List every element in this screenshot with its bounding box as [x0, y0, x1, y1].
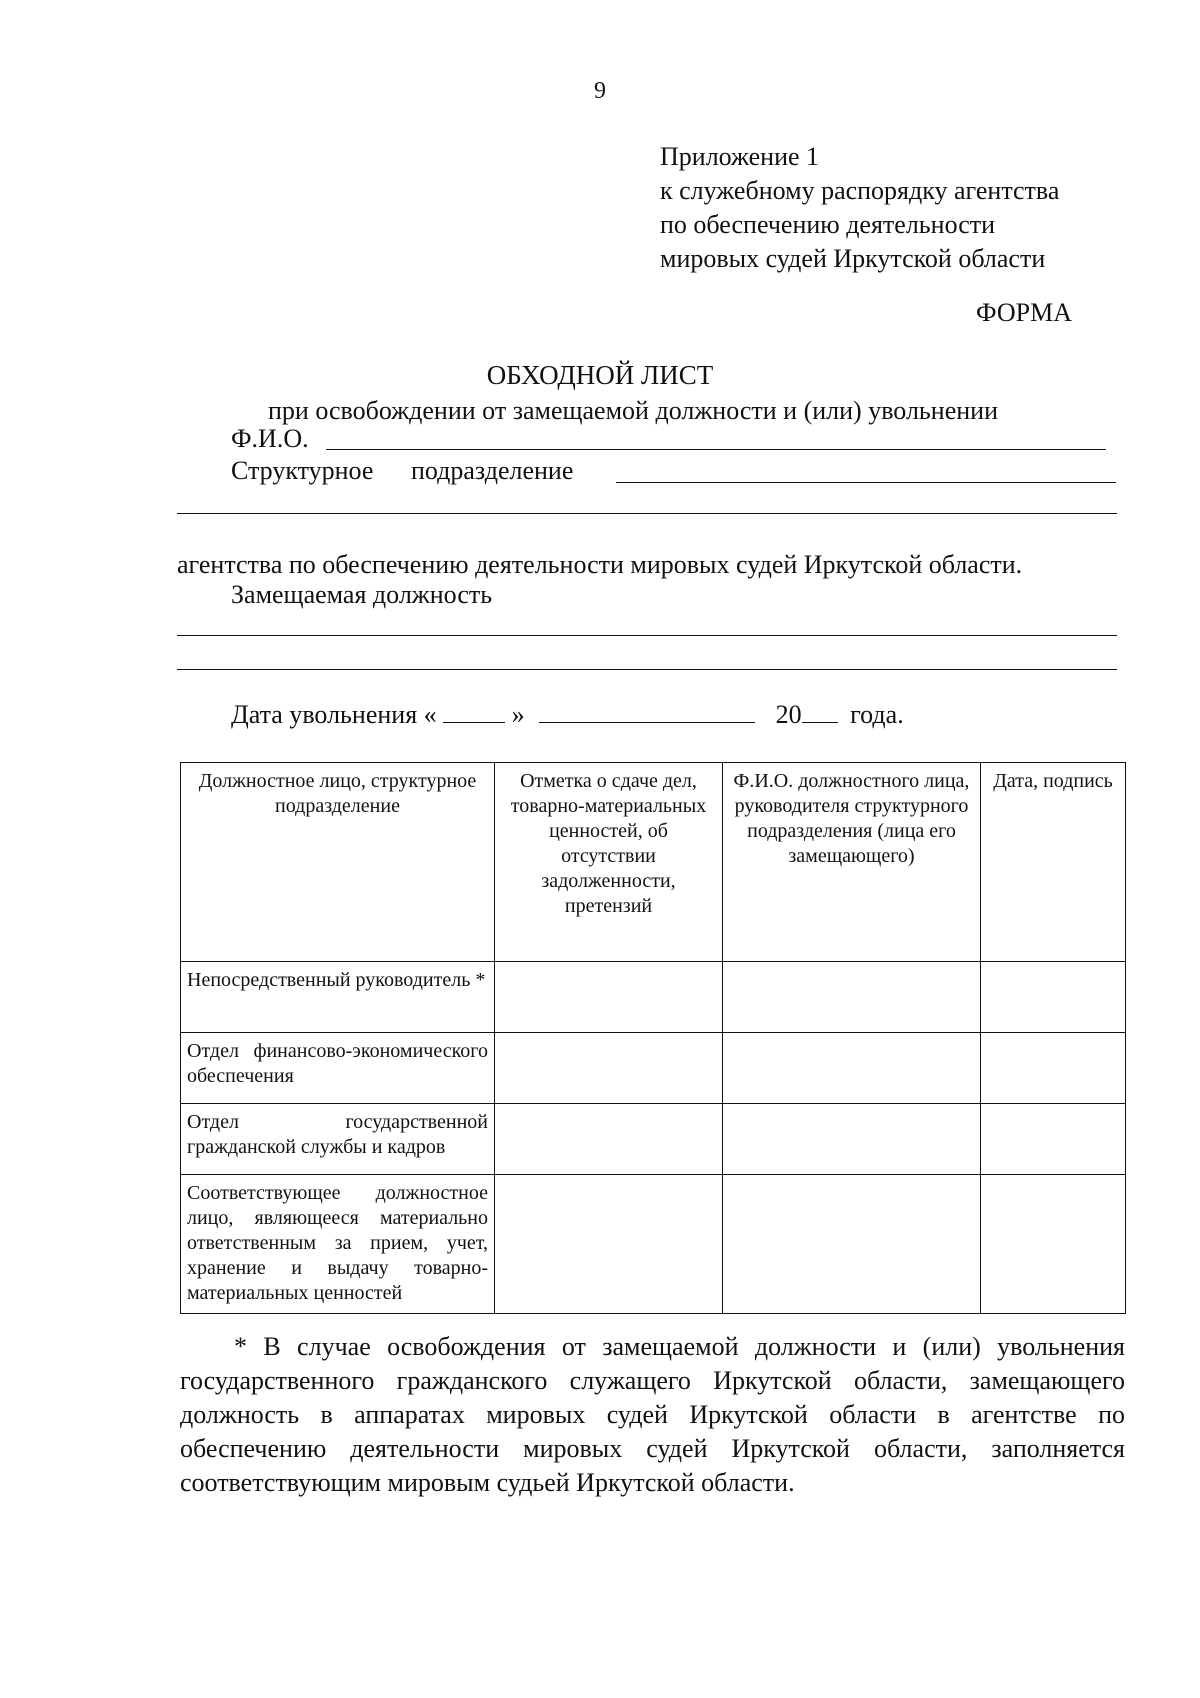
- date-year-prefix: 20: [775, 700, 802, 729]
- date-signature-cell[interactable]: [981, 1175, 1126, 1314]
- date-signature-cell[interactable]: [981, 1104, 1126, 1175]
- table-row: [181, 962, 1126, 1033]
- official-name-cell[interactable]: [723, 1033, 981, 1104]
- unit-field[interactable]: [616, 482, 1116, 483]
- date-day-field[interactable]: [443, 700, 505, 723]
- column-header: Должностное лицо, структурное подразделение: [181, 763, 495, 962]
- fio-field[interactable]: [326, 449, 1106, 450]
- column-header: Ф.И.О. должностного лица, руководителя структурного подразделения (лица его замещающего): [723, 763, 981, 962]
- document-subtitle: при освобождении от замещаемой должности и (или) увольнении: [268, 396, 998, 425]
- table-header-row: [181, 763, 1126, 962]
- appendix-note: [660, 140, 1059, 276]
- handover-mark-cell[interactable]: [495, 1175, 723, 1314]
- appendix-line: мировых судей Иркутской области: [660, 244, 1046, 273]
- agency-text: агентства по обеспечению деятельности мировых судей Иркутской области.: [177, 550, 1023, 579]
- date-close-quote: »: [511, 700, 525, 729]
- row-label: Непосредственный руководитель *: [181, 962, 495, 1033]
- document-title: ОБХОДНОЙ ЛИСТ: [486, 360, 714, 390]
- dismissal-date-row: [231, 700, 904, 730]
- handover-mark-cell[interactable]: [495, 1104, 723, 1175]
- date-signature-cell[interactable]: [981, 962, 1126, 1033]
- date-year-field[interactable]: [802, 700, 838, 723]
- table-row: [181, 1175, 1126, 1314]
- appendix-line: по обеспечению деятельности: [660, 210, 996, 239]
- appendix-line: к служебному распорядку агентства: [660, 176, 1060, 205]
- page-number: 9: [594, 78, 606, 104]
- row-label: Соответствующее должностное лицо, являющееся материально ответственным за прием, учет, хранение и выдачу товарно-материальных ценностей: [181, 1175, 495, 1314]
- appendix-line: Приложение 1: [660, 142, 820, 171]
- column-header: Дата, подпись: [981, 763, 1126, 962]
- form-label: ФОРМА: [976, 298, 1072, 327]
- footnote: * В случае освобождения от замещаемой должности и (или) увольнения государственного гражданского служащего Иркутской области, замещающего должность в аппаратах мировых судей Иркутской области в агентстве по обеспечению деятельности мировых судей Иркутской области, заполняется соответствующим мировым судьей Иркутской области.: [180, 1332, 1125, 1497]
- row-label: Отдел государственной гражданской службы и кадров: [181, 1104, 495, 1175]
- date-year-suffix: года.: [850, 700, 904, 729]
- official-name-cell[interactable]: [723, 1175, 981, 1314]
- fio-label: Ф.И.О.: [231, 424, 309, 453]
- handover-mark-cell[interactable]: [495, 1033, 723, 1104]
- official-name-cell[interactable]: [723, 1104, 981, 1175]
- position-label: Замещаемая должность: [231, 580, 493, 609]
- unit-label-1: Структурное: [231, 456, 374, 485]
- unit-label-2: подразделение: [411, 456, 574, 485]
- date-signature-cell[interactable]: [981, 1033, 1126, 1104]
- position-field[interactable]: [177, 635, 1117, 636]
- row-label: Отдел финансово-экономического обеспечения: [181, 1033, 495, 1104]
- table-row: [181, 1033, 1126, 1104]
- column-header: Отметка о сдаче дел, товарно-материальных ценностей, об отсутствии задолженности, претензий: [495, 763, 723, 962]
- official-name-cell[interactable]: [723, 962, 981, 1033]
- handover-mark-cell[interactable]: [495, 962, 723, 1033]
- position-field-continuation[interactable]: [177, 669, 1117, 670]
- unit-field-continuation[interactable]: [177, 513, 1117, 514]
- table-row: [181, 1104, 1126, 1175]
- dismissal-date-label: Дата увольнения «: [231, 700, 437, 729]
- clearance-table: [180, 762, 1126, 1314]
- date-month-field[interactable]: [539, 700, 755, 723]
